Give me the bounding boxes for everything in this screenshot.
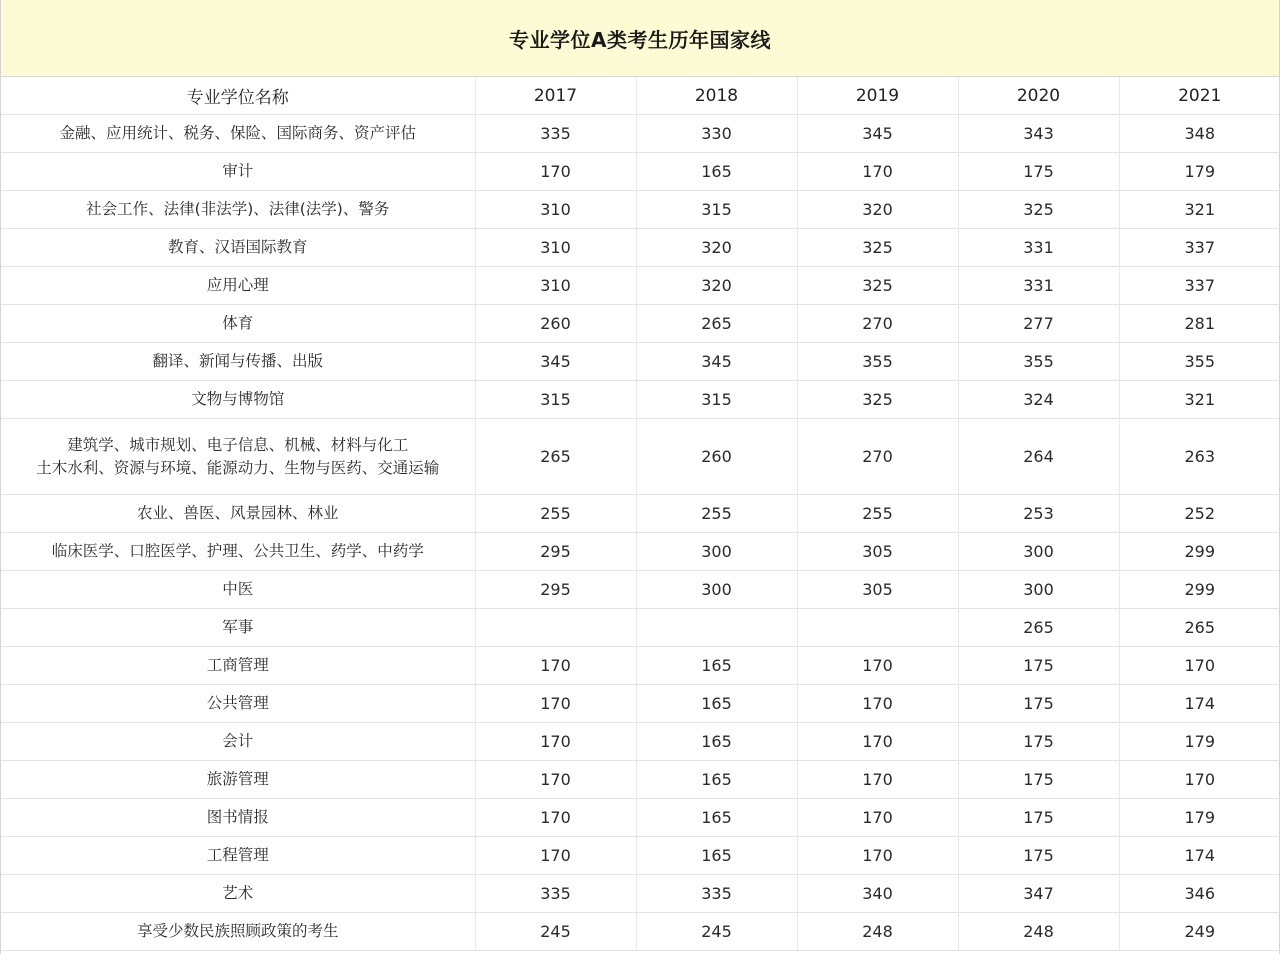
score-cell: 265 <box>958 609 1119 647</box>
score-cell: 175 <box>958 685 1119 723</box>
table-row <box>1 343 1280 381</box>
score-cell: 331 <box>958 229 1119 267</box>
degree-name: 社会工作、法律(非法学)、法律(法学)、警务 <box>86 200 390 218</box>
score-cell: 299 <box>1119 571 1280 609</box>
score-cell: 345 <box>475 343 636 381</box>
score-cell: 320 <box>636 229 797 267</box>
score-cell: 299 <box>1119 533 1280 571</box>
score-cell: 337 <box>1119 267 1280 305</box>
score-cell: 321 <box>1119 381 1280 419</box>
degree-name: 临床医学、口腔医学、护理、公共卫生、药学、中药学 <box>51 542 424 560</box>
score-cell: 255 <box>475 495 636 533</box>
column-header-year: 2021 <box>1119 77 1280 115</box>
table-row <box>1 229 1280 267</box>
score-cell: 165 <box>636 761 797 799</box>
table-row <box>1 381 1280 419</box>
score-cell: 170 <box>797 647 958 685</box>
degree-name-cell <box>1 381 475 419</box>
score-cell: 320 <box>636 267 797 305</box>
table-row <box>1 685 1280 723</box>
score-cell: 348 <box>1119 115 1280 153</box>
score-cell: 325 <box>797 267 958 305</box>
score-cell: 260 <box>636 419 797 495</box>
table-row <box>1 723 1280 761</box>
score-cell: 355 <box>797 343 958 381</box>
score-cell: 345 <box>797 115 958 153</box>
score-cell: 305 <box>797 571 958 609</box>
score-cell: 325 <box>958 191 1119 229</box>
score-cell: 340 <box>797 875 958 913</box>
degree-name-cell <box>1 723 475 761</box>
table-title: 专业学位A类考生历年国家线 <box>1 0 1279 77</box>
degree-name-cell <box>1 267 475 305</box>
table-row <box>1 495 1280 533</box>
score-cell: 345 <box>636 343 797 381</box>
score-cell: 165 <box>636 647 797 685</box>
score-cell: 175 <box>958 153 1119 191</box>
score-cell: 281 <box>1119 305 1280 343</box>
score-cell <box>475 609 636 647</box>
score-cell: 170 <box>797 685 958 723</box>
score-cell: 335 <box>636 875 797 913</box>
score-cell: 265 <box>636 305 797 343</box>
score-cell: 170 <box>475 799 636 837</box>
score-cell: 330 <box>636 115 797 153</box>
degree-name-cell <box>1 305 475 343</box>
score-cell: 277 <box>958 305 1119 343</box>
score-cell: 300 <box>958 571 1119 609</box>
score-cell: 315 <box>475 381 636 419</box>
degree-name-cell <box>1 913 475 951</box>
score-cell <box>636 609 797 647</box>
degree-name: 军事 <box>222 618 254 636</box>
score-cell: 310 <box>475 229 636 267</box>
score-cell: 175 <box>958 837 1119 875</box>
score-table <box>1 77 1280 951</box>
score-cell: 174 <box>1119 837 1280 875</box>
score-cell: 265 <box>1119 609 1280 647</box>
table-row <box>1 115 1280 153</box>
degree-name-cell <box>1 495 475 533</box>
score-cell: 170 <box>475 647 636 685</box>
score-cell: 320 <box>797 191 958 229</box>
score-cell: 170 <box>797 761 958 799</box>
degree-name: 体育 <box>222 314 254 332</box>
degree-name-cell <box>1 647 475 685</box>
score-cell: 165 <box>636 685 797 723</box>
score-cell: 300 <box>636 571 797 609</box>
degree-name-cell <box>1 343 475 381</box>
degree-name: 中医 <box>222 580 254 598</box>
score-cell: 264 <box>958 419 1119 495</box>
score-cell: 165 <box>636 153 797 191</box>
degree-name-cell <box>1 609 475 647</box>
table-row <box>1 875 1280 913</box>
score-cell: 248 <box>958 913 1119 951</box>
degree-name: 旅游管理 <box>206 770 269 788</box>
score-cell: 175 <box>958 799 1119 837</box>
degree-name-cell <box>1 761 475 799</box>
score-cell: 170 <box>475 761 636 799</box>
score-cell: 170 <box>797 799 958 837</box>
score-cell: 270 <box>797 419 958 495</box>
degree-name-cell <box>1 875 475 913</box>
score-cell: 347 <box>958 875 1119 913</box>
score-cell: 324 <box>958 381 1119 419</box>
score-cell: 335 <box>475 875 636 913</box>
score-cell: 270 <box>797 305 958 343</box>
score-cell: 170 <box>475 723 636 761</box>
degree-name-cell <box>1 571 475 609</box>
degree-name: 文物与博物馆 <box>191 390 285 408</box>
score-cell: 300 <box>958 533 1119 571</box>
score-cell: 165 <box>636 799 797 837</box>
column-header-year: 2018 <box>636 77 797 115</box>
score-cell: 170 <box>1119 761 1280 799</box>
score-cell: 263 <box>1119 419 1280 495</box>
score-cell: 321 <box>1119 191 1280 229</box>
table-row <box>1 913 1280 951</box>
table-row <box>1 647 1280 685</box>
degree-name: 艺术 <box>222 884 254 902</box>
score-cell: 265 <box>475 419 636 495</box>
score-cell: 174 <box>1119 685 1280 723</box>
score-cell: 175 <box>958 761 1119 799</box>
column-header-year: 2019 <box>797 77 958 115</box>
degree-name: 工程管理 <box>206 846 269 864</box>
score-cell: 331 <box>958 267 1119 305</box>
table-row <box>1 609 1280 647</box>
score-cell: 355 <box>1119 343 1280 381</box>
score-cell: 305 <box>797 533 958 571</box>
score-cell: 248 <box>797 913 958 951</box>
degree-name: 金融、应用统计、税务、保险、国际商务、资产评估 <box>59 124 416 142</box>
score-cell: 245 <box>475 913 636 951</box>
score-cell: 249 <box>1119 913 1280 951</box>
score-cell: 295 <box>475 533 636 571</box>
degree-name-cell <box>1 533 475 571</box>
table-row <box>1 419 1280 495</box>
table-row <box>1 305 1280 343</box>
degree-name: 审计 <box>222 162 254 180</box>
score-cell: 179 <box>1119 153 1280 191</box>
degree-name: 享受少数民族照顾政策的考生 <box>136 922 339 940</box>
degree-name-cell <box>1 419 475 495</box>
degree-name-cell <box>1 191 475 229</box>
degree-name: 翻译、新闻与传播、出版 <box>152 352 323 370</box>
score-cell: 325 <box>797 229 958 267</box>
table-row <box>1 799 1280 837</box>
score-cell: 175 <box>958 647 1119 685</box>
table-row <box>1 153 1280 191</box>
score-cell: 295 <box>475 571 636 609</box>
score-cell: 335 <box>475 115 636 153</box>
score-cell: 170 <box>475 837 636 875</box>
score-cell: 255 <box>797 495 958 533</box>
degree-name: 工商管理 <box>206 656 269 674</box>
column-header-year: 2017 <box>475 77 636 115</box>
score-cell: 170 <box>797 723 958 761</box>
header-row <box>1 77 1280 115</box>
column-header-name: 专业学位名称 <box>1 77 475 115</box>
score-cell: 260 <box>475 305 636 343</box>
degree-name: 农业、兽医、风景园林、林业 <box>136 504 339 522</box>
degree-name: 会计 <box>222 732 254 750</box>
score-cell: 325 <box>797 381 958 419</box>
table-row <box>1 533 1280 571</box>
degree-name: 土木水利、资源与环境、能源动力、生物与医药、交通运输 <box>36 458 440 477</box>
score-cell: 165 <box>636 837 797 875</box>
score-cell: 252 <box>1119 495 1280 533</box>
degree-name-cell <box>1 229 475 267</box>
score-cell: 300 <box>636 533 797 571</box>
score-cell: 245 <box>636 913 797 951</box>
table-row <box>1 571 1280 609</box>
score-cell: 165 <box>636 723 797 761</box>
degree-name-cell <box>1 837 475 875</box>
table-row <box>1 267 1280 305</box>
score-cell: 175 <box>958 723 1119 761</box>
score-cell <box>797 609 958 647</box>
score-cell: 179 <box>1119 799 1280 837</box>
score-cell: 170 <box>475 153 636 191</box>
score-cell: 253 <box>958 495 1119 533</box>
degree-name-cell <box>1 799 475 837</box>
table-row <box>1 761 1280 799</box>
score-cell: 310 <box>475 267 636 305</box>
degree-name: 图书情报 <box>206 808 269 826</box>
score-cell: 170 <box>797 837 958 875</box>
score-cell: 315 <box>636 381 797 419</box>
degree-name-cell <box>1 115 475 153</box>
column-header-year: 2020 <box>958 77 1119 115</box>
degree-name: 公共管理 <box>206 694 269 712</box>
table-row <box>1 837 1280 875</box>
degree-name-cell <box>1 685 475 723</box>
score-cell: 337 <box>1119 229 1280 267</box>
score-cell: 170 <box>475 685 636 723</box>
table-body <box>1 115 1280 951</box>
score-cell: 310 <box>475 191 636 229</box>
score-cell: 346 <box>1119 875 1280 913</box>
score-cell: 343 <box>958 115 1119 153</box>
degree-name: 应用心理 <box>206 276 269 294</box>
table-row <box>1 191 1280 229</box>
score-cell: 170 <box>797 153 958 191</box>
degree-name: 教育、汉语国际教育 <box>167 238 308 256</box>
score-cell: 315 <box>636 191 797 229</box>
degree-name: 建筑学、城市规划、电子信息、机械、材料与化工 <box>67 435 409 454</box>
score-cell: 170 <box>1119 647 1280 685</box>
score-cell: 179 <box>1119 723 1280 761</box>
degree-name-cell <box>1 153 475 191</box>
score-cell: 355 <box>958 343 1119 381</box>
score-cell: 255 <box>636 495 797 533</box>
